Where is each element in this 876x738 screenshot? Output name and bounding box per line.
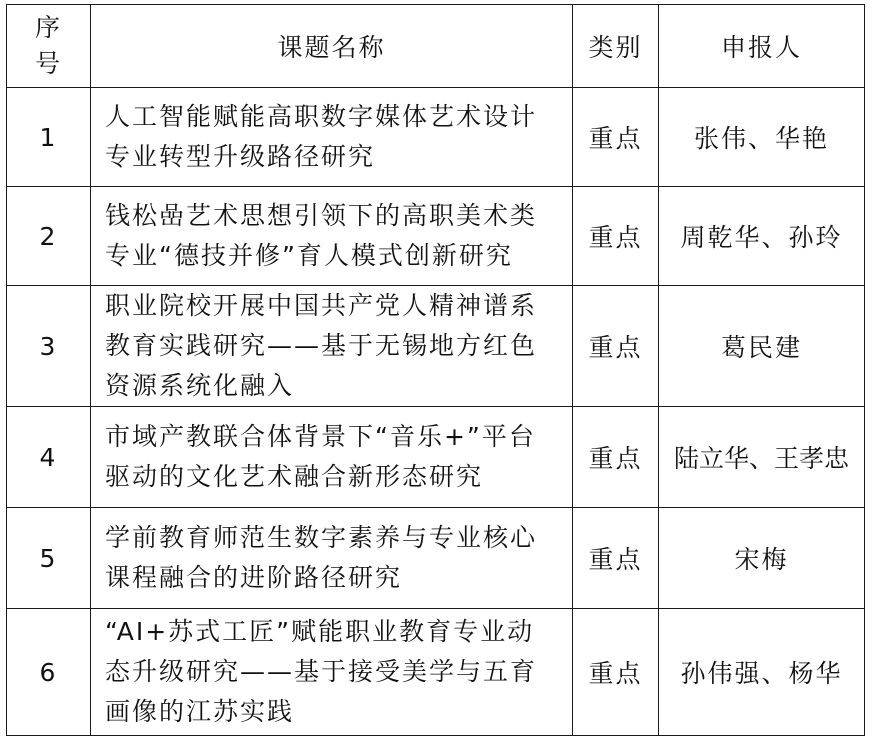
row-title-line: 市域产教联合体背景下“音乐+”平台 [105,422,536,451]
header-title: 课题名称 [91,5,573,88]
header-category: 类别 [573,5,659,88]
row-number: 2 [7,187,91,286]
row-title [91,88,573,187]
row-title-line: “AI+苏式工匠”赋能职业教育专业动 [105,617,535,646]
row-number: 3 [7,286,91,407]
row-title-line: 态升级研究——基于接受美学与五育 [105,657,538,686]
row-title-line: 画像的江苏实践 [105,697,295,726]
row-title-line: 钱松嵒艺术思想引领下的高职美术类 [105,201,538,230]
row-number: 1 [7,88,91,187]
header-number-line2: 号 [34,49,62,78]
row-applicant: 张伟、华艳 [659,88,865,187]
row-title-line: 学前教育师范生数字素养与专业核心 [105,523,538,552]
row-title-line: 人工智能赋能高职数字媒体艺术设计 [105,102,538,131]
row-number: 6 [7,609,91,736]
row-title [91,286,573,407]
row-title [91,407,573,508]
row-number: 5 [7,508,91,609]
row-title-line: 教育实践研究——基于无锡地方红色 [105,331,538,360]
project-table [6,4,865,736]
header-applicant: 申报人 [659,5,865,88]
row-category: 重点 [573,88,659,187]
row-category: 重点 [573,508,659,609]
row-category: 重点 [573,407,659,508]
table-row [7,187,865,286]
row-applicant: 陆立华、王孝忠 [659,407,865,508]
row-applicant: 宋梅 [659,508,865,609]
row-number: 4 [7,407,91,508]
row-title [91,508,573,609]
row-title-line: 驱动的文化艺术融合新形态研究 [105,462,484,491]
row-applicant: 葛民建 [659,286,865,407]
row-category: 重点 [573,609,659,736]
table-row [7,609,865,736]
table-row [7,508,865,609]
header-number-line1: 序 [34,13,62,42]
header-number [7,5,91,88]
row-title [91,187,573,286]
table-row [7,286,865,407]
row-title [91,609,573,736]
row-category: 重点 [573,187,659,286]
row-applicant: 周乾华、孙玲 [659,187,865,286]
row-title-line: 职业院校开展中国共产党人精神谱系 [105,291,538,320]
row-title-line: 资源系统化融入 [105,371,295,400]
row-title-line: 专业“德技并修”育人模式创新研究 [105,241,513,270]
row-applicant: 孙伟强、杨华 [659,609,865,736]
row-title-line: 专业转型升级路径研究 [105,142,376,171]
table-row [7,407,865,508]
row-category: 重点 [573,286,659,407]
row-title-line: 课程融合的进阶路径研究 [105,563,403,592]
table-header-row [7,5,865,88]
table-row [7,88,865,187]
